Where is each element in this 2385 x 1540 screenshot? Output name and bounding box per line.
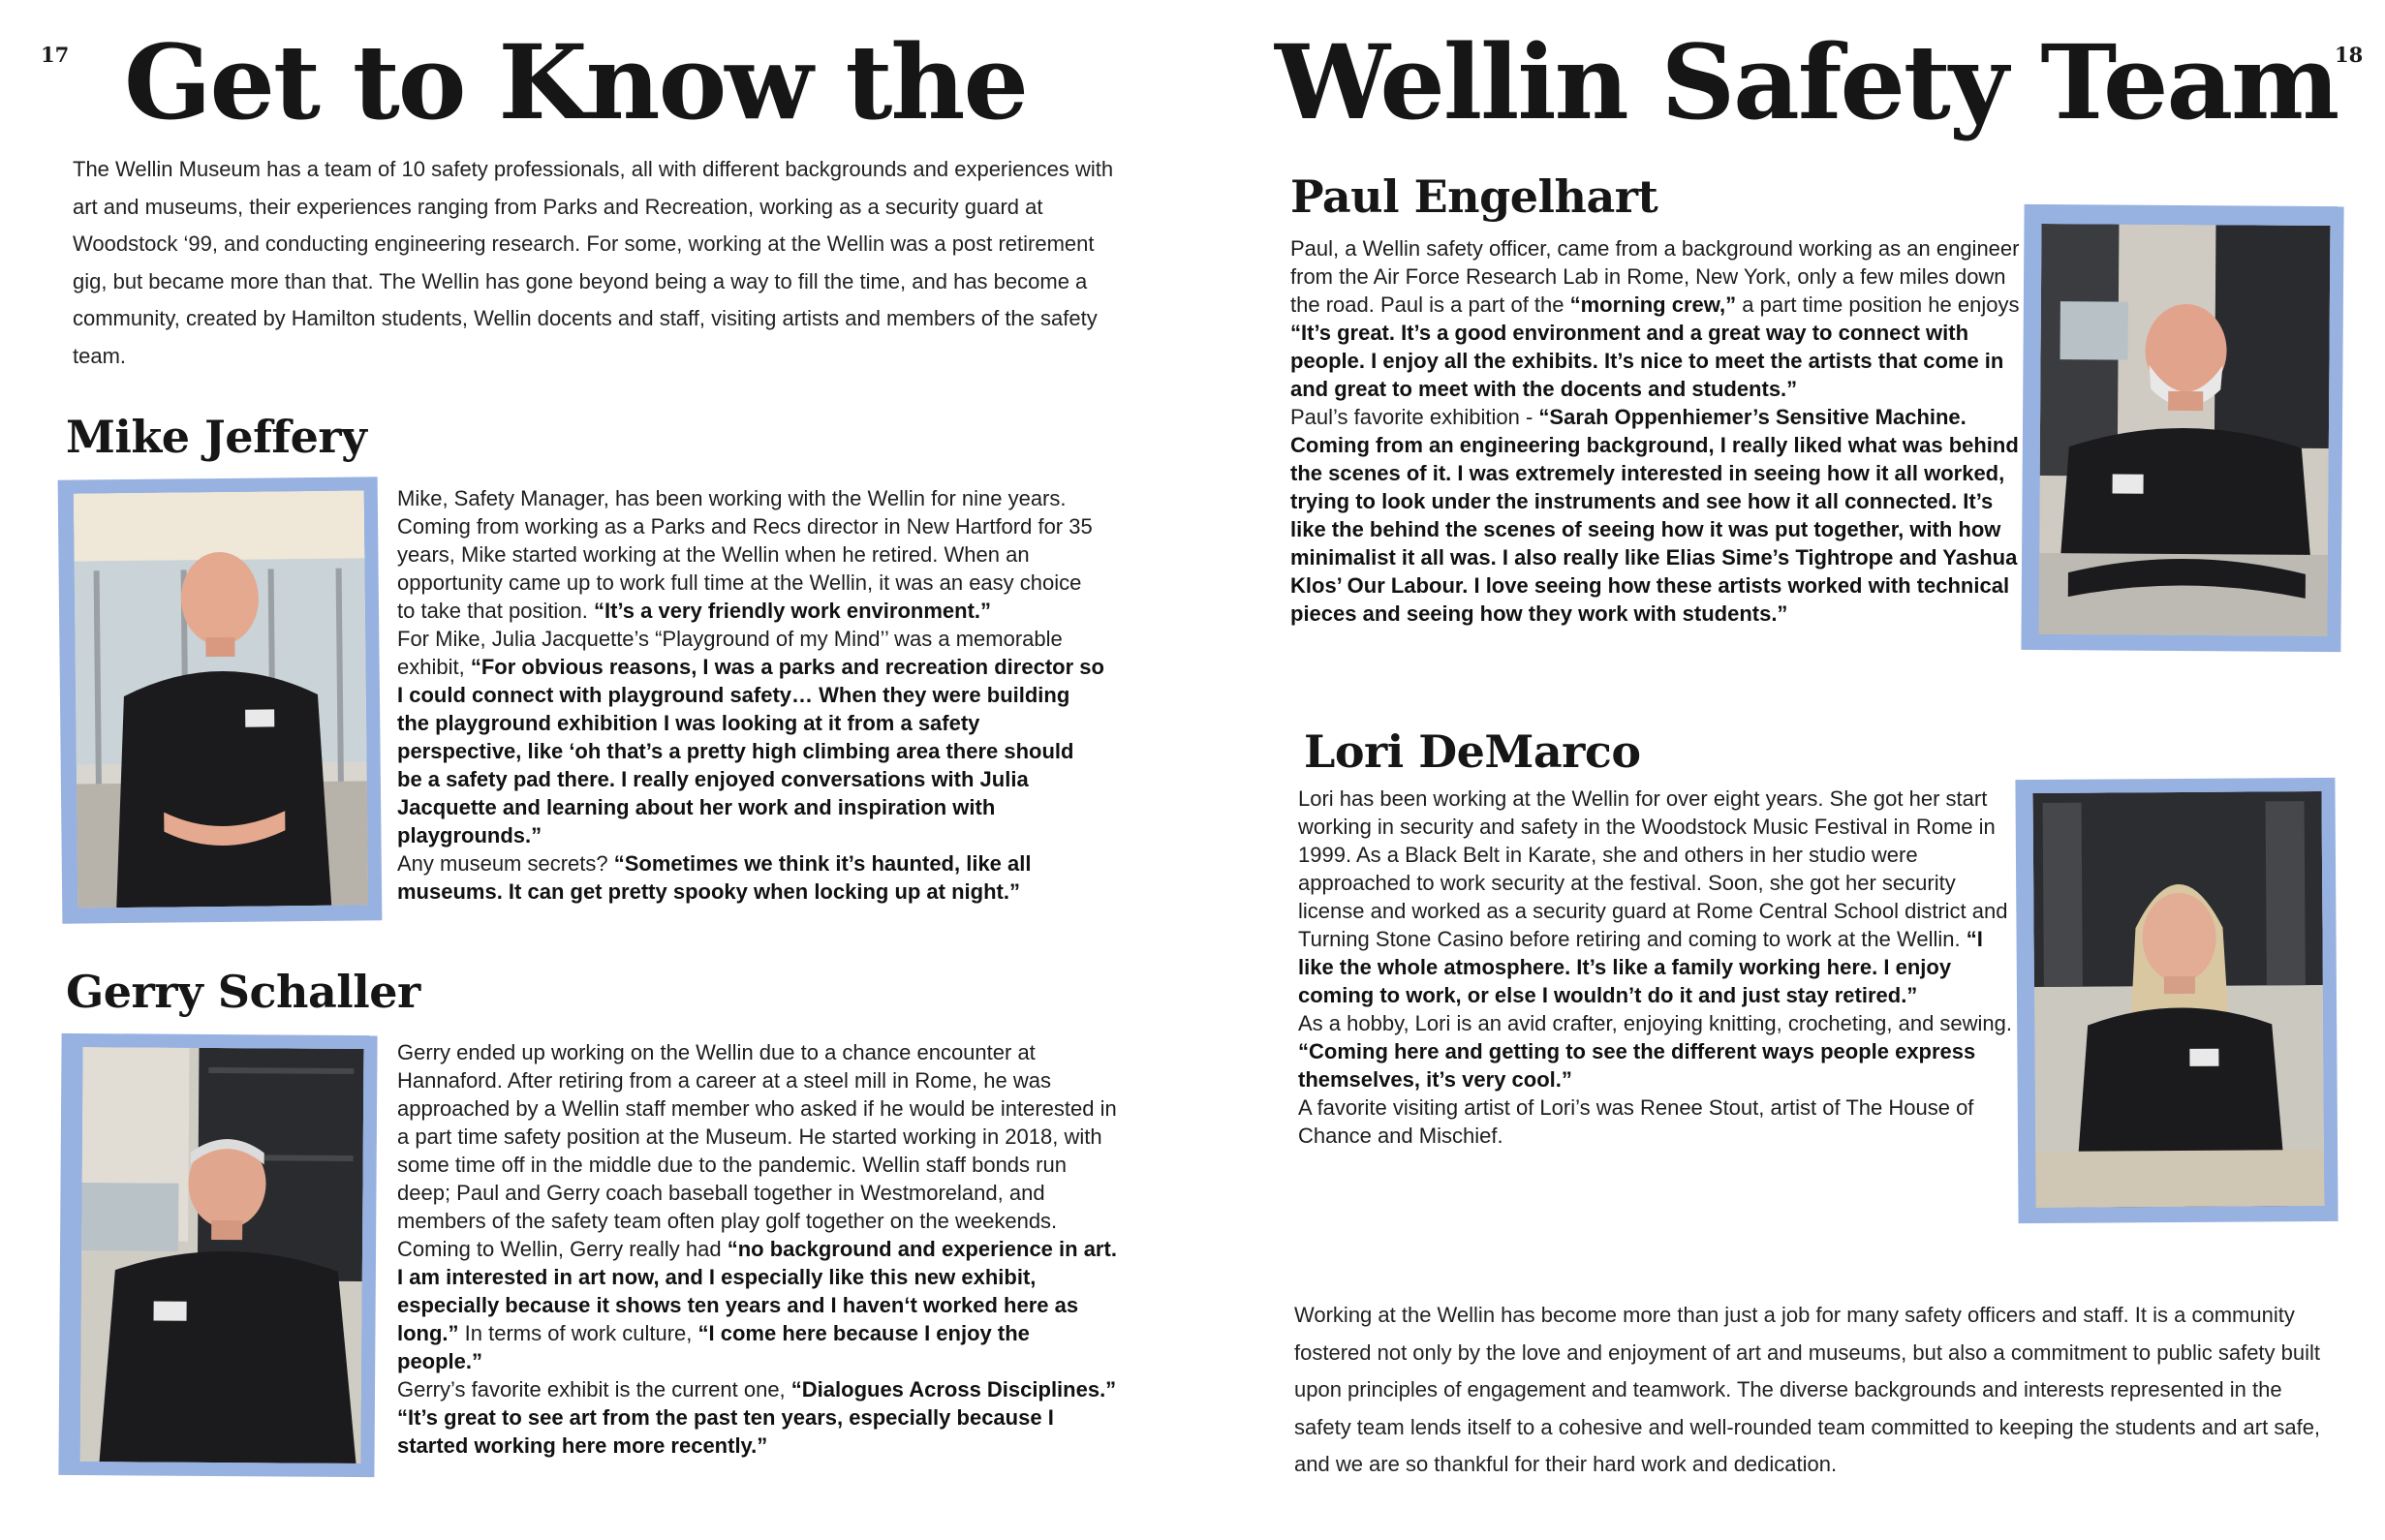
gerry-portrait-illustration bbox=[80, 1047, 364, 1463]
closing-paragraph: Working at the Wellin has become more than just a job for many safety officers and staff. It is a community fostered not only by the love and enjoyment of art and museums, but also a commitment to public safety built upon principles of engagement and teamwork. The diverse backgrounds and interests represented in the safety team lends itself to a cohesive and well-rounded team committed to keeping the students and art safe, and we are so thankful for their hard work and dedication. bbox=[1294, 1303, 2321, 1476]
mike-quote-2: “For obvious reasons, I was a parks and recreation director so I could connect with playground safety… When they were building the playground exhibition I was looking at it from a safety perspective, like ‘oh that’s a pretty high climbing area there should be a safety pad there. I really enjoyed conversations with Julia Jacquette and learning about her work and inspiration with playgrounds.” bbox=[397, 655, 1104, 847]
gerry-quote-2: “I come here because I enjoy the people.” bbox=[397, 1321, 1030, 1373]
paul-bio: Paul, a Wellin safety officer, came from a background working as an engineer from the Air Force Research Lab in Rome, New York, only a few miles down the road. Paul is a part of the “morning crew,” a part time position he enjoys “It’s great. It’s a good environment and a great way to connect with people. I enjoy all the exhibits. It’s nice to meet the artists that come in and great to meet with the docents and students.” Paul’s favorite exhibition - “Sarah Oppenhiemer’s Sensitive Machine. Coming from an engineering background, I really liked what was behind the scenes of it. I was extremely interested in seeing how it all worked, trying to look under the instruments and see how it all connected. It’s like the behind the scenes of seeing how it was put together, with how minimalist it all was. I also really like Elias Sime’s Tightrope and Yashua Klos’ Our Labour. I love seeing how these artists worked with technical pieces and seeing how they work with students.” bbox=[1290, 236, 2020, 626]
lori-quote-2: “Coming here and getting to see the different ways people express themselves, it’s very cool.” bbox=[1298, 1039, 1976, 1092]
gerry-quote-1: “no background and experience in art. I am interested in art now, and I especially like this new exhibit, especially because it shows ten years and I haven‘t worked here as long.” bbox=[397, 1237, 1117, 1345]
gerry-bio: Gerry ended up working on the Wellin due to a chance encounter at Hannaford. After retiring from a career at a steel mill in Rome, he was approached by a Wellin staff member who asked if he would be interested in a part time safety position at the Museum. He started working in 2018, with some time off in the middle due to the pandemic. Wellin staff bonds run deep; Paul and Gerry coach baseball together in Westmoreland, and members of the safety team often play golf together on the weekends. Coming to Wellin, Gerry really had “no background and experience in art. I am interested in art now, and I especially like this new exhibit, especially because it shows ten years and I haven‘t worked here as long.” In terms of work culture, “I come here because I enjoy the people.” Gerry’s favorite exhibit is the current one, “Dialogues Across Disciplines.” “It’s great to see art from the past ten years, especially because I started working here more recently.” bbox=[397, 1040, 1117, 1458]
paul-quote-2: “It’s great. It’s a good environment and a great way to connect with people. I enjoy all the exhibits. It’s nice to meet the artists that come in and great to meet with the docents and students.” bbox=[1290, 321, 2004, 401]
gerry-quote-3: “Dialogues Across Disciplines.” “It’s great to see art from the past ten years, especially because I started working here more recently.” bbox=[397, 1377, 1117, 1458]
lori-heading: Lori DeMarco bbox=[1304, 725, 1641, 778]
mike-quote-1: “It’s a very friendly work environment.” bbox=[594, 599, 992, 623]
lori-bio: Lori has been working at the Wellin for over eight years. She got her start working in security and safety in the Woodstock Music Festival in Rome in 1999. As a Black Belt in Karate, she and others in her studio were approached to work security at the festival. Soon, she got her security license and worked as a security guard at Rome Central School district and Turning Stone Casino before retiring and coming to work at the Wellin. “I like the whole atmosphere. It’s like a family working here. I enjoy coming to work, or else I wouldn’t do it and just stay retired.” As a hobby, Lori is an avid crafter, enjoying knitting, crocheting, and sewing. “Coming here and getting to see the different ways people express themselves, it’s very cool.” A favorite visiting artist of Lori’s was Renee Stout, artist of The House of Chance and Mischief. bbox=[1298, 786, 2013, 1148]
title-left: Get to Know the bbox=[124, 21, 1027, 142]
paul-quote-3: “Sarah Oppenhiemer’s Sensitive Machine. Coming from an engineering background, I really liked what was behind the scenes of it. I was extremely interested in seeing how it all worked, trying to look under the instruments and see how it all connected. It’s like the behind the scenes of seeing how it was put together, with how minimalist it all was. I also really like Elias Sime’s Tightrope and Yashua Klos’ Our Labour. I love seeing how these artists worked with technical pieces and seeing how they work with students.” bbox=[1290, 405, 2019, 626]
paul-portrait-illustration bbox=[2039, 224, 2331, 636]
page-number-left: 17 bbox=[41, 43, 70, 67]
intro-paragraph: The Wellin Museum has a team of 10 safety professionals, all with different backgrounds and experiences with art and museums, their experiences ranging from Parks and Recreation, working as a security guard at Woodstock ‘99, and conducting engineering research. For some, working at the Wellin was a post retirement gig, but became more than that. The Wellin has gone beyond being a way to fill the time, and has become a community, created by Hamilton students, Wellin docents and staff, visiting artists and members of the safety team. bbox=[73, 157, 1114, 368]
gerry-heading: Gerry Schaller bbox=[66, 966, 420, 1018]
lori-photo bbox=[2015, 778, 2338, 1223]
lori-quote-1: “I like the whole atmosphere. It’s like a family working here. I enjoy coming to work, or else I wouldn’t do it and just stay retired.” bbox=[1298, 927, 1983, 1007]
mike-portrait-illustration bbox=[74, 490, 368, 908]
title-right: Wellin Safety Team bbox=[1275, 21, 2339, 142]
mike-heading: Mike Jeffery bbox=[66, 411, 367, 463]
paul-heading: Paul Engelhart bbox=[1290, 170, 1658, 223]
gerry-photo bbox=[58, 1033, 377, 1477]
mike-quote-3: “Sometimes we think it’s haunted, like all museums. It can get pretty spooky when locking up at night.” bbox=[397, 851, 1032, 904]
mike-photo bbox=[58, 477, 383, 923]
page-number-right: 18 bbox=[2335, 43, 2364, 67]
paul-quote-1: “morning crew,” bbox=[1569, 293, 1737, 317]
lori-portrait-illustration bbox=[2033, 791, 2325, 1208]
mike-bio: Mike, Safety Manager, has been working with the Wellin for nine years. Coming from working as a Parks and Recs director in New Hartford for 35 years, Mike started working at the Wellin when he retired. When an opportunity came up to work full time at the Wellin, it was an easy choice to take that position. “It’s a very friendly work environment.” For Mike, Julia Jacquette’s “Playground of my Mind’’ was a memorable exhibit, “For obvious reasons, I was a parks and recreation director so I could connect with playground safety… When they were building the playground exhibition I was looking at it from a safety perspective, like ‘oh that’s a pretty high climbing area there should be a safety pad there. I really enjoyed conversations with Julia Jacquette and learning about her work and inspiration with playgrounds.” Any museum secrets? “Sometimes we think it’s haunted, like all museums. It can get pretty spooky when locking up at night.” bbox=[397, 486, 1104, 904]
paul-photo bbox=[2021, 204, 2343, 652]
